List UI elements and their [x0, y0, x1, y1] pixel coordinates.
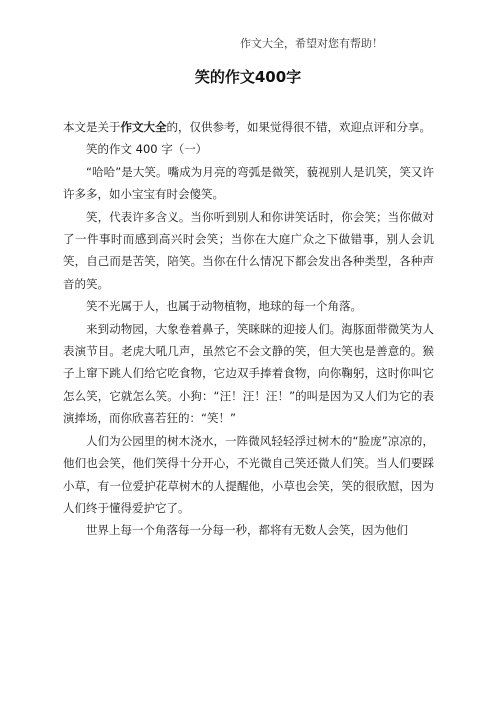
body-paragraph-3: 笑不光属于人，也属于动物植物，地球的每一个角落。: [86, 299, 362, 314]
intro-bold-keyword: 作文大全: [120, 120, 167, 134]
intro-paragraph: [63, 116, 434, 138]
document-title: 笑的作文400字: [194, 68, 302, 86]
body-paragraph-1: “哈哈”是大笑。嘴成为月亮的弯弧是微笑，藐视别人是讥笑，笑又许许多多，如小宝宝有时会傻笑。: [63, 164, 434, 202]
header-note: 作文大全，希望对您有帮助！: [240, 37, 383, 50]
intro-text-before: 本文是关于: [63, 120, 121, 134]
intro-text-after: 的，仅供参考，如果觉得很不错，欢迎点评和分享。: [166, 120, 431, 134]
document-body: [63, 116, 434, 542]
body-paragraph-5: 人们为公园里的树木浇水，一阵微风轻轻浮过树木的“脸庞”凉凉的，他们也会笑，他们笑得十分开心，不光微自己笑还微人们笑。当人们要踩小草，有一位爱护花草树木的人提醒他，小草也会笑，笑的很欣慰，因为人们终于懂得爱护它了。: [63, 433, 434, 515]
body-paragraph-2: 笑，代表许多含义。当你听到别人和你讲笑话时，你会笑；当你做对了一件事时而感到高兴时会笑；当你在大庭广众之下做错事，别人会讥笑，自己而是苦笑，陪笑。当你在什么情况下都会发出各种类型，各种声音的笑。: [63, 209, 434, 291]
body-paragraph-6: 世界上每一个角落每一分每一秒，都将有无数人会笑，因为他们: [86, 523, 408, 538]
section-heading: 笑的作文 400 字（一）: [86, 142, 208, 157]
body-paragraph-4: 来到动物园，大象卷着鼻子，笑眯眯的迎接人们。海豚面带微笑为人表演节目。老虎大吼几声，虽然它不会文静的笑，但大笑也是善意的。猴子上窜下跳人们给它吃食物，它边双手捧着食物，向你鞠躬，这时你叫它怎么笑，它就怎么笑。小狗：“汪！汪！汪！”的叫是因为又人们为它的表演捧场，而你欣喜若狂的：“笑！”: [63, 321, 434, 426]
